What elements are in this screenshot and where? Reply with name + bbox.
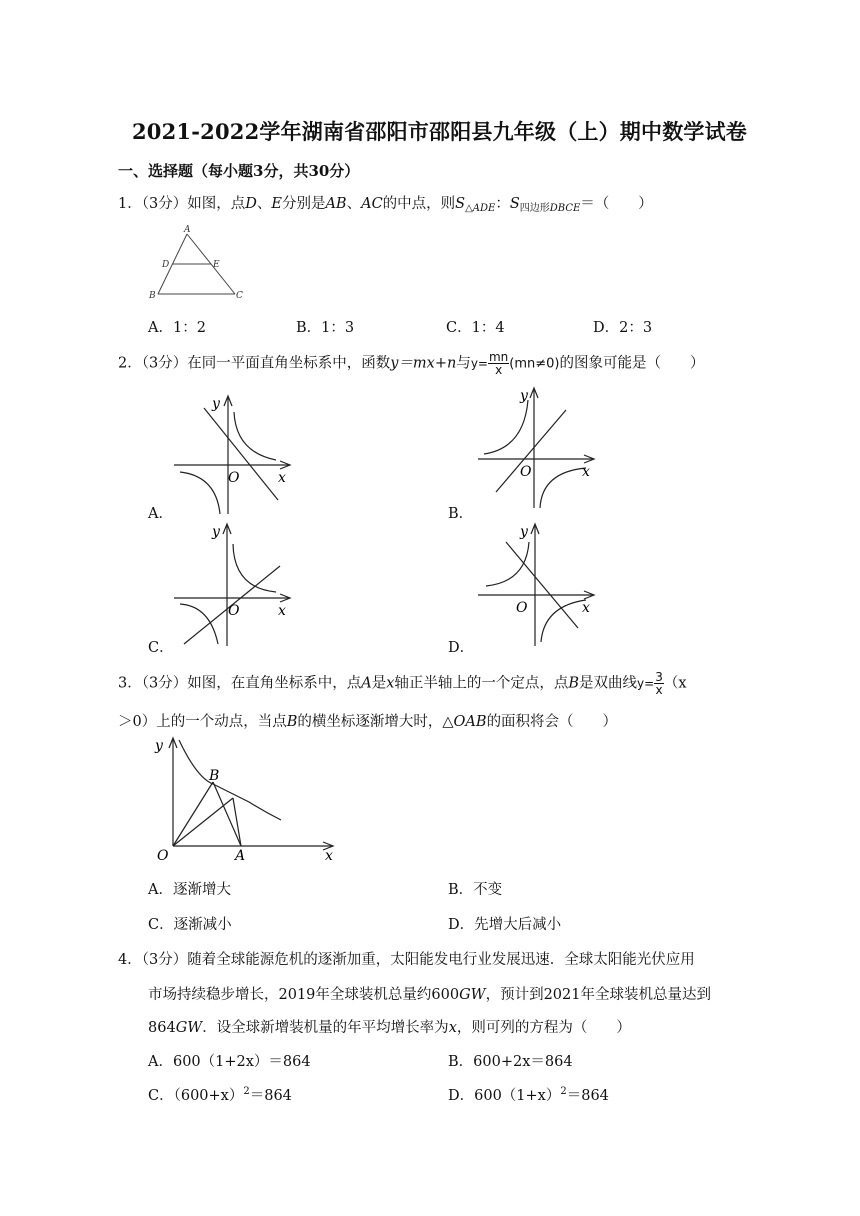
q4-text: ．设全球新增装机量的年平均增长率为 <box>202 1020 449 1036</box>
q2-frac-den: x <box>495 363 503 377</box>
q4-text: 随着全球能源危机的逐渐加重，太阳能发电行业发展迅速．全球太阳能光伏应用 <box>187 952 695 968</box>
q4-option-a[interactable]: A．600（1+2x）＝864 <box>148 1054 311 1070</box>
q4-option-b[interactable]: B．600+2x＝864 <box>448 1054 573 1070</box>
q4-number: 4． <box>118 952 142 968</box>
q2-option-c[interactable]: C． <box>148 640 174 656</box>
q3-axis-y: y <box>155 738 163 754</box>
q4-unit-gw: GW <box>175 1020 203 1036</box>
q3-text: 轴正半轴上的一个定点，点 <box>394 675 569 692</box>
q2a-origin: O <box>228 470 240 486</box>
q3-frac-den: x <box>655 683 663 697</box>
q3-number: 3． <box>118 675 142 692</box>
q3-var-b: B <box>568 675 580 692</box>
q3-frac-num: 3 <box>655 670 663 684</box>
q4-option-c-text: C．（600+x） <box>148 1088 244 1104</box>
q2b-axis-x: x <box>582 464 590 480</box>
q2-stem <box>118 351 705 376</box>
q4-option-d-text: D．600（1+x） <box>448 1088 561 1104</box>
q1-text: 分别是 <box>281 196 326 212</box>
q2-option-d[interactable]: D． <box>448 640 475 656</box>
q3-option-b[interactable]: B．不变 <box>448 882 503 898</box>
q4-text: ，则可列的方程为（ ） <box>456 1020 631 1036</box>
q2-text: 在同一平面直角坐标系中，函数 <box>187 355 391 372</box>
q3-text: （x <box>663 675 687 692</box>
q2c-axis-y: y <box>212 524 220 540</box>
q2-option-b[interactable]: B． <box>448 506 474 522</box>
q3-var-a: A <box>361 675 372 692</box>
q1-score: （3分） <box>141 196 188 212</box>
q4-text: ，预计到2021年全球装机总量达到 <box>485 987 711 1003</box>
q1-text: 如图，点 <box>187 196 246 212</box>
q1-stem <box>118 192 653 214</box>
q2-text: 与 <box>456 355 471 372</box>
q1-var-ab: AB <box>325 196 347 212</box>
q2-fraction <box>488 351 509 376</box>
q2b-origin: O <box>520 464 532 480</box>
q2-graph-d <box>476 518 601 648</box>
q2-condition: (mn≠0) <box>509 356 560 372</box>
q2-graph-a <box>172 390 297 518</box>
q3-label-b: B <box>209 768 220 784</box>
q4-stem-line2 <box>148 983 711 1004</box>
q2-frac-num: mn <box>488 350 509 364</box>
q2a-axis-y: y <box>212 396 220 412</box>
q1-tail: ＝（ ） <box>580 196 653 212</box>
q4-option-d-exp: 2 <box>560 1086 567 1097</box>
q3-score: （3分） <box>141 675 188 692</box>
q4-option-c-text: ＝864 <box>249 1088 292 1104</box>
q1-var-d: D <box>245 196 257 212</box>
q1-sub-quad: 四边形 <box>519 203 550 214</box>
q3-text: 的面积将会（ ） <box>486 714 618 730</box>
q2d-axis-x: x <box>582 600 590 616</box>
q2-y-eq: y= <box>470 356 488 371</box>
q1-text: 的中点，则 <box>382 196 456 212</box>
q1-label-a: A <box>184 225 191 235</box>
q2a-axis-x: x <box>278 470 286 486</box>
q3-var-b: B <box>286 714 298 730</box>
q1-sep: 、 <box>346 196 362 212</box>
q1-option-c[interactable]: C．1：4 <box>446 320 505 336</box>
q3-label-a: A <box>235 848 246 864</box>
q1-label-e: E <box>213 260 220 270</box>
q2-linear-func: y＝mx+n <box>390 355 457 372</box>
q2-number: 2． <box>118 355 142 372</box>
section-heading: 一、选择题（每小题3分，共30分） <box>118 162 360 180</box>
q4-stem-line1 <box>118 948 695 969</box>
q3-fraction <box>654 671 664 696</box>
q2d-origin: O <box>516 600 528 616</box>
q1-label-b: B <box>149 291 156 301</box>
q1-option-d[interactable]: D．2：3 <box>593 320 653 336</box>
q3-option-d[interactable]: D．先增大后减小 <box>448 917 562 933</box>
q2b-axis-y: y <box>520 388 528 404</box>
q1-sep: 、 <box>256 196 272 212</box>
q2-graph-c <box>172 518 297 648</box>
q1-var-e: E <box>271 196 282 212</box>
q3-text: 的横坐标逐渐增大时，△ <box>297 714 454 730</box>
q3-text: ＞0）上的一个动点，当点 <box>118 714 287 730</box>
q3-option-c[interactable]: C．逐渐减小 <box>148 917 232 933</box>
q3-y-eq: y= <box>637 676 655 691</box>
q3-origin: O <box>157 848 169 864</box>
q2-option-a[interactable]: A． <box>148 506 173 522</box>
q3-var-oab: OAB <box>453 714 487 730</box>
q4-option-d[interactable] <box>448 1084 609 1105</box>
q1-sub-ade: △ADE <box>465 203 496 214</box>
q1-var-s: S <box>509 196 520 212</box>
q3-text: 是 <box>371 675 387 692</box>
q1-var-s: S <box>455 196 466 212</box>
q4-option-d-text: ＝864 <box>566 1088 609 1104</box>
q2c-origin: O <box>228 603 240 619</box>
q3-text: 是双曲线 <box>579 675 638 692</box>
q1-sub-dbce: DBCE <box>549 203 581 214</box>
q1-label-d: D <box>162 260 170 270</box>
q4-option-c[interactable] <box>148 1084 292 1105</box>
q3-text: 如图，在直角坐标系中，点 <box>187 675 362 692</box>
q4-var-x: x <box>448 1020 457 1036</box>
page-title: 2021-2022学年湖南省邵阳市邵阳县九年级（上）期中数学试卷 <box>132 119 748 144</box>
q2d-axis-y: y <box>520 524 528 540</box>
q3-stem-line2 <box>118 710 617 731</box>
q4-unit-gw: GW <box>459 987 486 1003</box>
q2-graph-b <box>476 382 601 512</box>
q3-option-a[interactable]: A．逐渐增大 <box>148 882 231 898</box>
q2-score: （3分） <box>141 355 188 372</box>
q3-hyperbola-figure <box>145 734 340 866</box>
q1-number: 1． <box>118 196 142 212</box>
q2c-axis-x: x <box>278 603 286 619</box>
q3-stem-line1 <box>118 671 687 696</box>
q3-axis-x: x <box>325 848 333 864</box>
q4-text: 864 <box>148 1020 176 1036</box>
q1-option-b[interactable]: B．1：3 <box>296 320 355 336</box>
q1-label-c: C <box>236 291 243 301</box>
q4-option-c-exp: 2 <box>243 1086 250 1097</box>
q4-text: 市场持续稳步增长，2019年全球装机总量约600 <box>148 987 460 1003</box>
q1-colon: ： <box>495 196 510 212</box>
q2-tail: 的图象可能是（ ） <box>559 355 705 372</box>
q1-var-ac: AC <box>361 196 383 212</box>
q1-option-a[interactable]: A．1：2 <box>148 320 206 336</box>
q4-stem-line3 <box>148 1016 631 1037</box>
q4-score: （3分） <box>141 952 188 968</box>
q1-triangle-figure <box>140 222 252 304</box>
q3-var-x: x <box>386 675 395 692</box>
